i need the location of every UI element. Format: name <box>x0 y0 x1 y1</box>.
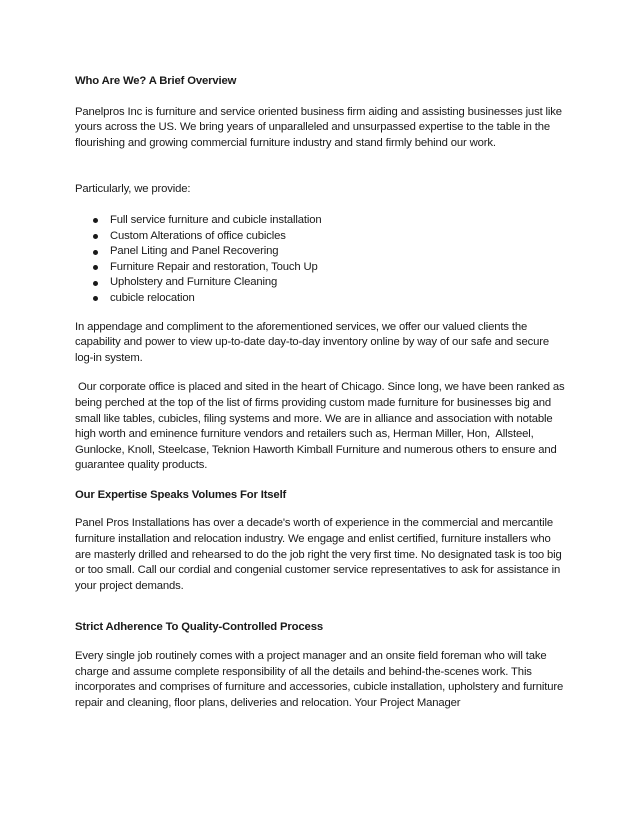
list-item: cubicle relocation <box>75 291 565 307</box>
paragraph-appendage: In appendage and compliment to the aforementioned services, we offer our valued clients the capability and power to view up-to-date day-to-day inventory online by way of our safe and secure log-in system. <box>75 320 550 364</box>
bullet-icon <box>93 250 98 255</box>
bullet-icon <box>93 218 98 223</box>
section-heading-who-are-we: Who Are We? A Brief Overview <box>75 75 237 87</box>
paragraph-expertise: Panel Pros Installations has over a decade's worth of experience in the commercial and mercantile furniture installation and relocation industry. We engage and enlist certified, furniture installers who are masterly drilled and rehearsed to do the job right the very first time. No designated task is too big or too small. Call our cordial and congenial customer service representatives to ask for assistance in your project demands. <box>75 517 562 592</box>
bullet-icon <box>93 265 98 270</box>
bullet-icon <box>93 296 98 301</box>
section-heading-expertise: Our Expertise Speaks Volumes For Itself <box>75 488 287 501</box>
paragraph-quality: Every single job routinely comes with a project manager and an onsite field foreman who will take charge and assume complete responsibility of all the details and behind-the-scenes work. This incorporates and comprises of furniture and accessories, cubicle installation, upholstery and furniture repair and cleaning, floor plans, deliveries and relocation. Your Project Manager <box>75 650 564 709</box>
list-item: Furniture Repair and restoration, Touch Up <box>75 260 565 276</box>
list-item: Upholstery and Furniture Cleaning <box>75 275 565 291</box>
list-item: Panel Liting and Panel Recovering <box>75 244 565 260</box>
bullet-icon <box>93 234 98 239</box>
bullet-icon <box>93 281 98 286</box>
list-item: Full service furniture and cubicle installation <box>75 213 565 229</box>
services-list <box>75 213 565 307</box>
paragraph-provide-intro: Particularly, we provide: <box>75 183 191 196</box>
list-item: Custom Alterations of office cubicles <box>75 229 565 245</box>
paragraph-corporate-office: Our corporate office is placed and sited in the heart of Chicago. Since long, we have been ranked as being perched at the top of the list of firms providing custom made furniture for businesses big and small like tables, cubicles, filing systems and more. We are in alliance and association with notable high worth and eminence furniture vendors and retailers such as, Herman Miller, Hon, Allsteel, Gunlocke, Knoll, Steelcase, Teknion Haworth Kimball Furniture and numerous others to ensure and guarantee quality products. <box>75 381 568 472</box>
document-page <box>75 74 568 711</box>
section-heading-quality: Strict Adherence To Quality-Controlled Process <box>75 621 323 634</box>
paragraph-overview: Panelpros Inc is furniture and service oriented business firm aiding and assisting businesses just like yours across the US. We bring years of unparalleled and unsurpassed expertise to the table in the flourishing and growing commercial furniture industry and stand firmly behind our work. <box>75 105 562 149</box>
